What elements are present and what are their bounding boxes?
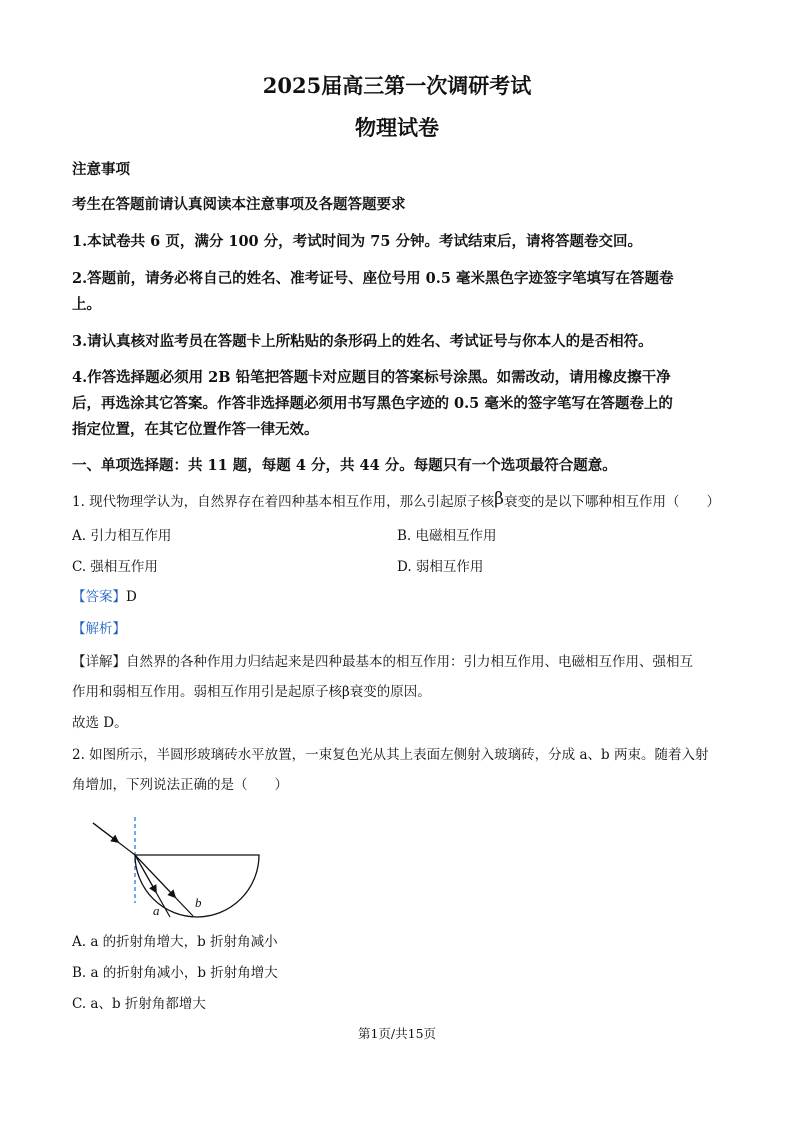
analysis-tag: 【解析】 (72, 621, 126, 637)
question-1-stem (72, 490, 720, 511)
section-1-heading: 一、单项选择题：共 11 题，每题 4 分，共 44 分。每题只有一个选项最符合题意。 (72, 457, 617, 474)
detail-tag: 【详解】 (72, 654, 126, 670)
incident-ray-arrow (93, 823, 118, 842)
label-b: b (195, 895, 202, 910)
question-2-option-a[interactable]: A. a 的折射角增大，b 折射角减小 (72, 934, 278, 950)
notice-item-4-line-3: 指定位置，在其它位置作答一律无效。 (72, 421, 319, 438)
question-2-stem-line-1: 2. 如图所示，半圆形玻璃砖水平放置，一束复色光从其上表面左侧射入玻璃砖，分成 a、b 两束。随着入射 (72, 747, 709, 763)
question-1-option-b[interactable]: B. 电磁相互作用 (397, 528, 497, 544)
notice-item-4-line-1: 4.作答选择题必须用 2B 铅笔把答题卡对应题目的答案标号涂黑。如需改动，请用橡皮擦干净 (72, 369, 671, 386)
question-1-conclusion: 故选 D。 (72, 715, 128, 731)
question-1-detail-line-2: 作用和弱相互作用。弱相互作用引是起原子核β衰变的原因。 (72, 684, 431, 700)
notice-heading: 注意事项 (72, 161, 130, 178)
notice-item-3: 3.请认真核对监考员在答题卡上所粘贴的条形码上的姓名、考试证号与你本人的是否相符。 (72, 333, 653, 350)
notice-item-2-line-2: 上。 (72, 296, 101, 313)
glass-refraction-figure (85, 815, 285, 925)
answer-value: D (126, 589, 137, 605)
notice-intro: 考生在答题前请认真阅读本注意事项及各题答题要求 (72, 196, 406, 213)
question-1-answer (72, 585, 137, 605)
notice-item-2-line-1: 2.答题前，请务必将自己的姓名、准考证号、座位号用 0.5 毫米黑色字迹签字笔填写在答题卷 (72, 270, 674, 287)
notice-item-1: 1.本试卷共 6 页，满分 100 分，考试时间为 75 分钟。考试结束后，请将答题卷交回。 (72, 233, 642, 250)
answer-tag: 【答案】 (72, 589, 126, 605)
question-2-option-b[interactable]: B. a 的折射角减小，b 折射角增大 (72, 965, 278, 981)
question-1-stem-after: 衰变的是以下哪种相互作用（ ） (504, 494, 720, 510)
question-1-option-a[interactable]: A. 引力相互作用 (72, 528, 172, 544)
question-1-stem-before: 1. 现代物理学认为，自然界存在着四种基本相互作用，那么引起原子核 (72, 494, 495, 510)
question-1-detail-line-1 (72, 650, 693, 670)
beta-symbol: β (494, 489, 504, 509)
label-a: a (153, 903, 160, 918)
question-2-stem-line-2: 角增加，下列说法正确的是（ ） (72, 777, 288, 793)
page-number: 第1页/共15页 (357, 1026, 437, 1041)
question-1-option-c[interactable]: C. 强相互作用 (72, 559, 158, 575)
notice-item-4-line-2: 后，再选涂其它答案。作答非选择题必须用书写黑色字迹的 0.5 毫米的签字笔写在答题卷上的 (72, 395, 673, 412)
exam-title: 2025届高三第一次调研考试 (262, 73, 532, 98)
question-1-option-d[interactable]: D. 弱相互作用 (397, 559, 484, 575)
detail-text-1: 自然界的各种作用力归结起来是四种最基本的相互作用：引力相互作用、电磁相互作用、强相互 (126, 654, 693, 670)
question-2-option-c[interactable]: C. a、b 折射角都增大 (72, 996, 206, 1012)
subject-title: 物理试卷 (355, 115, 439, 140)
